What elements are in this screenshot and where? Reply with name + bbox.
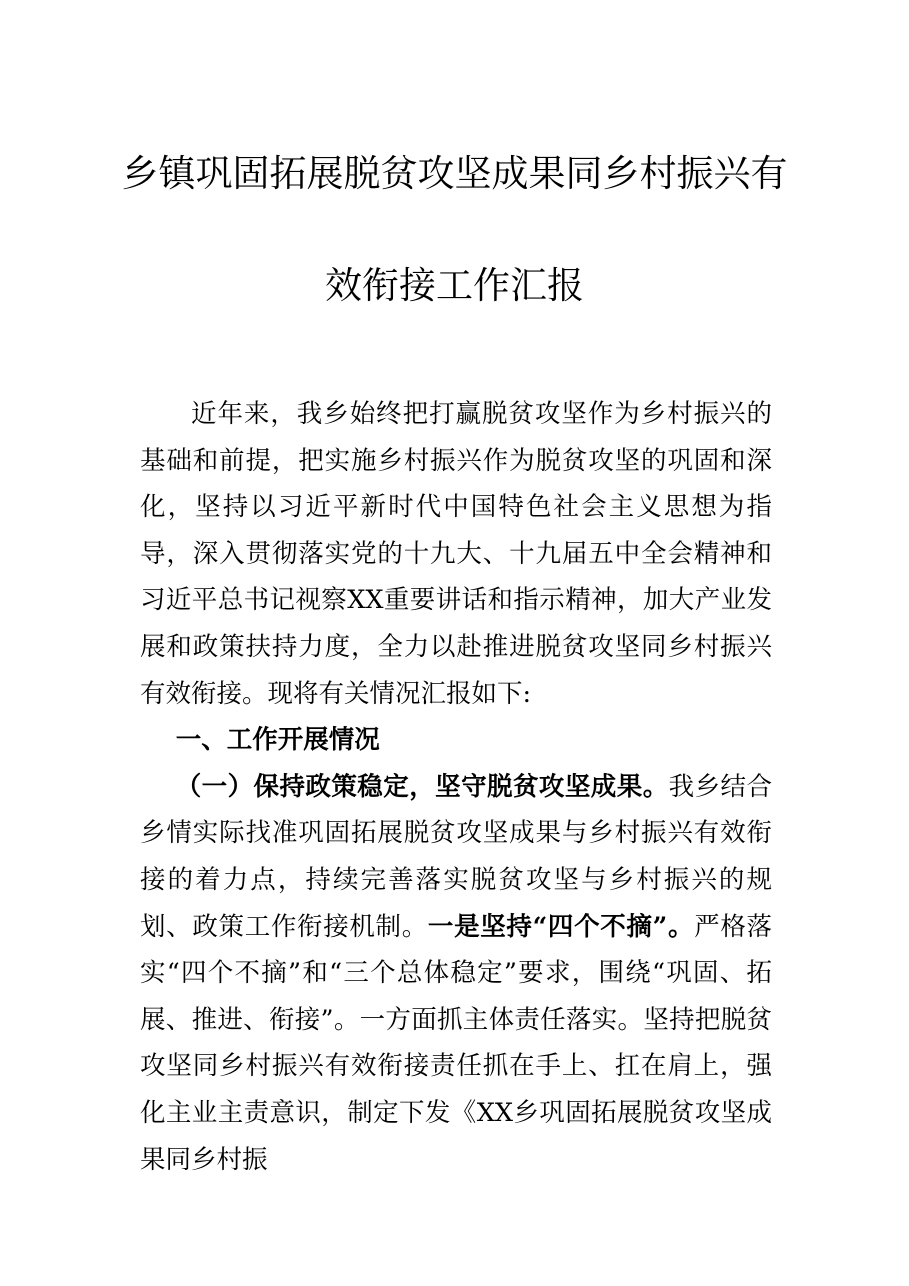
intro-paragraph: 近年来，我乡始终把打赢脱贫攻坚作为乡村振兴的基础和前提，把实施乡村振兴作为脱贫攻坚的巩固和深化，坚持以习近平新时代中国特色社会主义思想为指导，深入贯彻落实党的十九大、十九届五中全会精神和习近平总书记视察XX重要讲话和指示精神，加大产业发展和政策扶持力度，全力以赴推进脱贫攻坚同乡村振兴有效衔接。现将有关情况汇报如下: xyxy=(140,399,772,709)
subsection-point-one-heading: 一是坚持“四个不摘”。 xyxy=(427,911,695,942)
document-body xyxy=(140,391,772,1183)
document-title-line-1: 乡镇巩固拓展脱贫攻坚成果同乡村振兴有 xyxy=(121,152,788,195)
subsection-text-a: 我乡结合乡情实际找准巩固拓展脱贫攻坚成果与乡村振兴有效衔接的着力点，持续完善落实脱贫攻坚与乡村振兴的规划、政策工作衔接机制。 xyxy=(140,771,772,942)
subsection-paragraph-policy-stability xyxy=(140,764,772,1183)
section-heading-work-progress: 一、工作开展情况 xyxy=(175,725,380,756)
subsection-heading-policy-stability: （一）保持政策稳定，坚守脱贫攻坚成果。 xyxy=(175,771,669,802)
document-title-line-2: 效衔接工作汇报 xyxy=(325,264,584,307)
subsection-text-c: 严格落实“四个不摘”和“三个总体稳定”要求，围绕“巩固、拓展、推进、衔接”。一方面抓主体责任落实。坚持把脱贫攻坚同乡村振兴有效衔接责任抓在手上、扛在肩上，强化主业主责意识，制定下发《XX乡巩固拓展脱贫攻坚成果同乡村振 xyxy=(140,911,772,1175)
